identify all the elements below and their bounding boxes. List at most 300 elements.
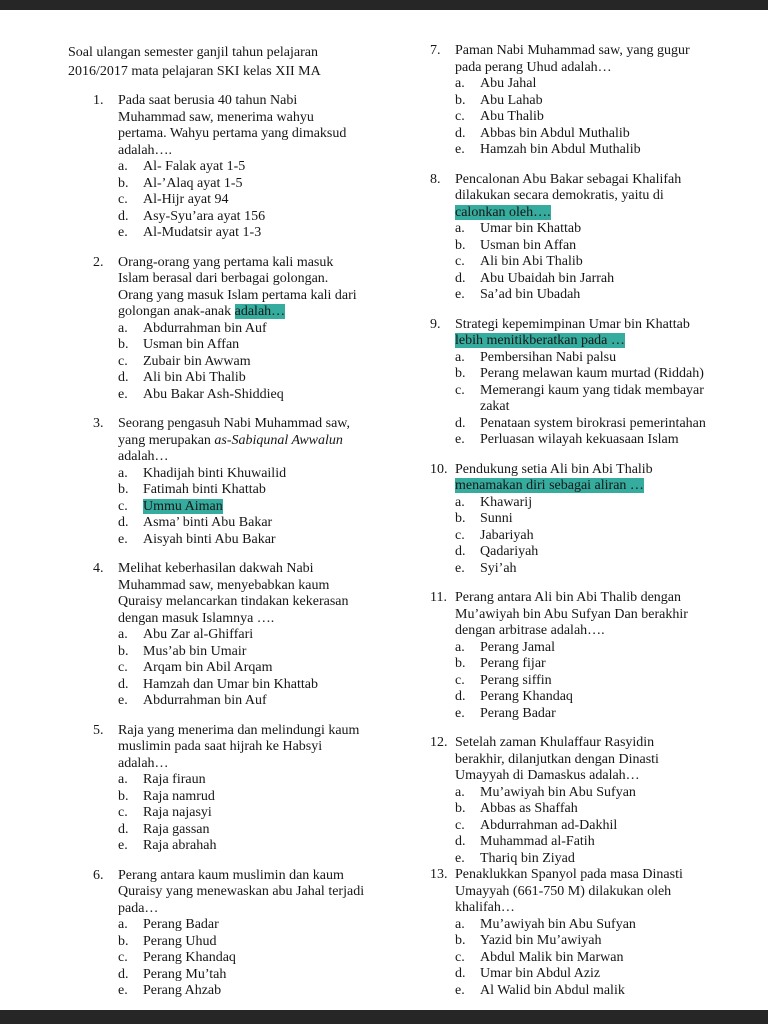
text-run: Perang Mu’tah	[143, 966, 227, 982]
option-label: b.	[118, 643, 129, 659]
questions-left	[68, 93, 404, 1000]
option-text	[143, 192, 404, 209]
text-run: Abu Jahal	[480, 76, 537, 91]
option-a	[118, 321, 404, 338]
text-run: Raja yang menerima dan melindungi kaum muslimin pada saat hijrah ke Habsyi adalah…	[118, 722, 360, 771]
option-a	[455, 495, 744, 512]
option-a	[455, 350, 744, 367]
option-text	[143, 532, 404, 549]
option-label: e.	[118, 225, 128, 240]
option-label: b.	[455, 656, 466, 671]
option-text	[480, 689, 744, 706]
text-run: Perluasan wilayah kekuasaan Islam	[480, 432, 679, 447]
text-run: Setelah zaman Khulaffaur Rasyidin berakhir, dilanjutkan dengan Dinasti Umayyah di Damaskus adalah…	[455, 735, 659, 783]
option-label: a.	[455, 76, 465, 91]
option-label: d.	[118, 676, 129, 692]
option-d	[455, 271, 744, 288]
text-run: Perang melawan kaum murtad (Riddah)	[480, 366, 704, 381]
question-body	[118, 93, 404, 242]
option-e	[455, 706, 744, 723]
text-run: Perang Badar	[143, 917, 219, 932]
option-text	[143, 482, 404, 499]
option-d	[455, 416, 744, 433]
option-d	[118, 822, 404, 839]
option-text	[480, 142, 744, 159]
option-text	[480, 254, 744, 271]
option-label: b.	[118, 788, 129, 804]
option-text	[480, 933, 744, 950]
question-text	[455, 735, 744, 785]
option-label: d.	[118, 370, 129, 385]
option-text	[480, 126, 744, 143]
option-label: e.	[455, 850, 465, 866]
option-a	[118, 159, 404, 176]
question-body	[455, 172, 744, 304]
option-d	[118, 370, 404, 387]
option-label: a.	[455, 639, 465, 655]
option-label: e.	[455, 432, 465, 447]
option-e	[118, 387, 404, 404]
option-e	[118, 532, 404, 549]
question-12	[430, 735, 744, 867]
option-text	[480, 706, 744, 723]
option-label: b.	[455, 237, 466, 253]
text-run: Abu Ubaidah bin Jarrah	[480, 270, 615, 286]
question-11	[430, 590, 744, 722]
option-a	[455, 785, 744, 802]
option-text	[143, 225, 404, 242]
option-text	[143, 934, 404, 951]
option-a	[455, 76, 744, 93]
option-e	[455, 851, 744, 868]
option-a	[118, 917, 404, 934]
option-d	[455, 126, 744, 143]
question-text	[455, 462, 744, 495]
document-title-line1: Soal ulangan semester ganjil tahun pelajaran	[68, 45, 318, 60]
option-c	[455, 673, 744, 690]
option-label: d.	[118, 966, 129, 982]
question-13	[430, 867, 744, 999]
document-page	[0, 10, 768, 1010]
option-label: e.	[455, 560, 465, 576]
text-run: Mu’awiyah bin Abu Sufyan	[480, 784, 636, 800]
question-1	[68, 93, 404, 242]
highlighted-text: Ummu Aiman	[143, 498, 223, 514]
question-body	[118, 255, 404, 404]
option-b	[455, 801, 744, 818]
option-e	[455, 983, 744, 1000]
option-label: d.	[118, 821, 129, 837]
option-label: a.	[455, 916, 465, 932]
question-number: 3.	[93, 416, 104, 431]
option-label: b.	[118, 337, 129, 352]
option-text	[480, 221, 744, 238]
text-run: Al-’Alaq ayat 1-5	[143, 175, 243, 191]
question-body	[455, 735, 744, 867]
question-number: 7.	[430, 43, 441, 58]
option-b	[118, 789, 404, 806]
option-a	[455, 917, 744, 934]
option-text	[480, 544, 744, 561]
highlighted-text: calonkan oleh….	[455, 204, 551, 220]
option-text	[143, 354, 404, 371]
question-body	[118, 561, 404, 710]
left-column	[68, 43, 404, 1010]
text-run: Asy-Syu’ara ayat 156	[143, 208, 266, 224]
question-5	[68, 723, 404, 855]
text-run: Pendukung setia Ali bin Abi Thalib	[455, 461, 653, 477]
question-text	[455, 43, 744, 76]
option-label: e.	[455, 705, 465, 721]
question-body	[455, 462, 744, 578]
option-label: c.	[118, 498, 128, 514]
question-number: 1.	[93, 93, 104, 108]
question-4	[68, 561, 404, 710]
option-text	[480, 834, 744, 851]
option-c	[455, 383, 744, 416]
question-body	[118, 868, 404, 1000]
text-run: Al- Falak ayat 1-5	[143, 159, 246, 174]
option-b	[455, 366, 744, 383]
option-label: d.	[455, 689, 466, 704]
question-body	[455, 590, 744, 722]
text-run: Abdurrahman bin Auf	[143, 693, 267, 708]
text-run: Raja abrahah	[143, 838, 217, 853]
option-text	[143, 644, 404, 661]
text-run: Perang Uhud	[143, 933, 217, 949]
highlighted-text: lebih menitikberatkan pada …	[455, 333, 625, 348]
option-d	[455, 689, 744, 706]
option-label: a.	[118, 772, 128, 787]
text-run: Abbas as Shaffah	[480, 801, 578, 816]
questions-right	[430, 43, 744, 999]
text-run: Abdurrahman bin Auf	[143, 320, 267, 336]
text-run: Penaklukkan Spanyol pada masa Dinasti Umayyah (661-750 M) dilakukan oleh khalifah…	[455, 867, 683, 915]
text-run: Umar bin Khattab	[480, 221, 582, 236]
text-run: Qadariyah	[480, 544, 539, 559]
text-run: Pembersihan Nabi palsu	[480, 349, 617, 365]
text-run: Memerangi kaum yang tidak membayar zakat	[480, 382, 704, 414]
option-label: b.	[455, 92, 466, 108]
option-text	[143, 627, 404, 644]
option-label: c.	[118, 805, 128, 820]
option-label: c.	[455, 949, 465, 965]
option-text	[143, 660, 404, 677]
question-6	[68, 868, 404, 1000]
option-c	[455, 528, 744, 545]
option-label: a.	[455, 494, 465, 510]
text-run: Penataan system birokrasi pemerintahan	[480, 415, 706, 431]
option-text	[480, 950, 744, 967]
option-label: d.	[118, 208, 129, 224]
text-run: Al Walid bin Abdul malik	[480, 982, 625, 998]
text-run: Usman bin Affan	[143, 337, 240, 352]
option-a	[118, 772, 404, 789]
option-c	[455, 818, 744, 835]
question-text	[455, 317, 744, 350]
text-run: Khawarij	[480, 494, 533, 510]
option-text	[480, 495, 744, 512]
option-text	[480, 76, 744, 93]
option-text	[480, 109, 744, 126]
option-d	[455, 834, 744, 851]
option-e	[118, 983, 404, 1000]
option-label: d.	[118, 515, 129, 530]
option-text	[480, 785, 744, 802]
option-label: d.	[455, 270, 466, 286]
text-run: Jabariyah	[480, 527, 534, 543]
option-text	[480, 851, 744, 868]
question-number: 6.	[93, 867, 104, 883]
text-run: Perang Khandaq	[143, 950, 236, 965]
text-run: Perang Jamal	[480, 639, 556, 655]
option-label: c.	[118, 660, 128, 675]
text-run: Muhammad al-Fatih	[480, 834, 595, 849]
option-text	[143, 917, 404, 934]
option-label: a.	[118, 917, 128, 932]
text-run: Hamzah bin Abdul Muthalib	[480, 142, 641, 157]
option-text	[480, 416, 744, 433]
option-label: c.	[118, 950, 128, 965]
option-text	[480, 561, 744, 578]
text-run: Yazid bin Mu’awiyah	[480, 933, 602, 948]
option-a	[118, 466, 404, 483]
option-label: b.	[118, 482, 129, 497]
option-text	[143, 515, 404, 532]
option-a	[118, 627, 404, 644]
option-text	[143, 950, 404, 967]
option-e	[455, 432, 744, 449]
option-e	[118, 838, 404, 855]
question-number: 10.	[430, 461, 448, 477]
option-text	[143, 789, 404, 806]
question-number: 12.	[430, 735, 448, 750]
text-run: Umar bin Abdul Aziz	[480, 966, 601, 981]
option-c	[118, 499, 404, 516]
option-label: d.	[455, 966, 466, 981]
text-run: Raja najasyi	[143, 805, 212, 820]
option-label: c.	[455, 382, 465, 398]
question-body	[455, 317, 744, 449]
option-d	[455, 544, 744, 561]
text-run: Abu Thalib	[480, 109, 544, 124]
option-label: c.	[455, 527, 465, 543]
option-text	[480, 271, 744, 288]
option-d	[118, 677, 404, 694]
option-label: e.	[455, 982, 465, 998]
option-label: b.	[118, 175, 129, 191]
text-run: Abdul Malik bin Marwan	[480, 949, 624, 965]
option-a	[455, 640, 744, 657]
option-text	[480, 366, 744, 383]
option-label: d.	[455, 125, 466, 141]
option-label: e.	[455, 287, 465, 302]
option-text	[480, 511, 744, 528]
text-run: Perang Badar	[480, 705, 556, 721]
option-d	[118, 967, 404, 984]
text-run: Hamzah dan Umar bin Khattab	[143, 676, 318, 692]
text-run: Asma’ binti Abu Bakar	[143, 515, 273, 530]
option-label: e.	[455, 142, 465, 157]
option-label: a.	[455, 784, 465, 800]
question-number: 13.	[430, 867, 448, 882]
option-b	[118, 176, 404, 193]
option-text	[143, 677, 404, 694]
option-d	[118, 515, 404, 532]
option-label: d.	[455, 544, 466, 559]
text-run: Arqam bin Abil Arqam	[143, 660, 273, 675]
text-run: Raja namrud	[143, 788, 215, 804]
highlighted-text: menamakan diri sebagai aliran …	[455, 478, 644, 493]
option-d	[118, 209, 404, 226]
text-run: Perang antara Ali bin Abi Thalib dengan Mu’awiyah bin Abu Sufyan Dan berakhir dengan arbitrase adalah….	[455, 590, 688, 638]
question-text	[455, 867, 744, 917]
text-run: Mu’awiyah bin Abu Sufyan	[480, 916, 636, 932]
document-title-line2: 2016/2017 mata pelajaran SKI kelas XII MA	[68, 64, 321, 79]
option-b	[455, 238, 744, 255]
question-number: 8.	[430, 171, 441, 187]
text-run: Paman Nabi Muhammad saw, yang gugur pada perang Uhud adalah…	[455, 43, 690, 75]
option-text	[143, 159, 404, 176]
question-number: 5.	[93, 722, 104, 738]
right-column	[430, 43, 744, 1010]
option-b	[118, 934, 404, 951]
option-text	[143, 693, 404, 710]
option-label: c.	[455, 254, 465, 269]
option-label: a.	[118, 320, 128, 336]
text-run: Abu Bakar Ash-Shiddieq	[143, 386, 284, 402]
question-number: 4.	[93, 561, 104, 576]
option-text	[143, 209, 404, 226]
option-text	[143, 337, 404, 354]
option-label: b.	[118, 933, 129, 949]
option-text	[480, 350, 744, 367]
option-c	[118, 950, 404, 967]
option-text	[143, 176, 404, 193]
question-body	[455, 43, 744, 159]
option-b	[455, 933, 744, 950]
text-run: Mus’ab bin Umair	[143, 643, 247, 659]
text-run: Usman bin Affan	[480, 237, 577, 253]
option-e	[118, 693, 404, 710]
text-run: Seorang pengasuh Nabi Muhammad saw, yang merupakan	[118, 416, 350, 448]
option-c	[118, 192, 404, 209]
text-run: adalah…	[118, 449, 169, 464]
italic-text: as-Sabiqunal Awwalun	[214, 432, 343, 448]
option-e	[455, 287, 744, 304]
text-run: Abu Zar al-Ghiffari	[143, 627, 254, 642]
option-text	[480, 818, 744, 835]
option-text	[480, 93, 744, 110]
document-title	[68, 43, 404, 81]
option-d	[455, 966, 744, 983]
option-b	[455, 656, 744, 673]
option-text	[480, 287, 744, 304]
text-run: Raja firaun	[143, 772, 206, 787]
option-label: a.	[455, 221, 465, 236]
option-text	[143, 370, 404, 387]
option-c	[455, 254, 744, 271]
option-text	[480, 983, 744, 1000]
option-label: c.	[455, 672, 465, 688]
option-e	[118, 225, 404, 242]
text-run: Pencalonan Abu Bakar sebagai Khalifah dilakukan secara demokratis, yaitu di	[455, 171, 682, 203]
option-label: b.	[455, 933, 466, 948]
text-run: Strategi kepemimpinan Umar bin Khattab	[455, 316, 690, 332]
text-run: Al-Hijr ayat 94	[143, 192, 229, 207]
option-text	[480, 640, 744, 657]
option-label: c.	[455, 109, 465, 124]
text-run: Abdurrahman ad-Dakhil	[480, 817, 618, 833]
option-label: e.	[118, 693, 128, 708]
question-body	[118, 416, 404, 548]
option-text	[480, 673, 744, 690]
text-run: Fatimah binti Khattab	[143, 482, 266, 497]
question-text	[118, 561, 404, 627]
option-c	[118, 805, 404, 822]
text-run: Zubair bin Awwam	[143, 353, 251, 369]
option-text	[143, 983, 404, 1000]
question-3	[68, 416, 404, 548]
question-text	[118, 723, 404, 773]
text-run: Thariq bin Ziyad	[480, 850, 575, 866]
option-text	[480, 383, 744, 416]
option-text	[480, 801, 744, 818]
text-run: Sa’ad bin Ubadah	[480, 287, 581, 302]
question-body	[118, 723, 404, 855]
question-2	[68, 255, 404, 404]
option-label: c.	[455, 817, 465, 833]
option-a	[455, 221, 744, 238]
option-text	[143, 387, 404, 404]
text-run: Sunni	[480, 511, 513, 526]
option-text	[480, 966, 744, 983]
option-text	[143, 466, 404, 483]
option-label: a.	[118, 465, 128, 481]
option-text	[143, 967, 404, 984]
option-text	[143, 838, 404, 855]
option-c	[455, 950, 744, 967]
option-label: e.	[118, 531, 128, 547]
option-label: e.	[118, 838, 128, 853]
question-8	[430, 172, 744, 304]
text-run: Melihat keberhasilan dakwah Nabi Muhammad saw, menyebabkan kaum Quraisy melancarkan tindakan kekerasan dengan masuk Islamnya ….	[118, 561, 349, 626]
question-text	[118, 255, 404, 321]
text-run: Perang antara kaum muslimin dan kaum Quraisy yang menewaskan abu Jahal terjadi pada…	[118, 867, 365, 916]
option-label: c.	[118, 353, 128, 369]
question-7	[430, 43, 744, 159]
option-b	[118, 644, 404, 661]
option-label: c.	[118, 192, 128, 207]
option-label: e.	[118, 386, 128, 402]
text-run: Aisyah binti Abu Bakar	[143, 531, 276, 547]
question-text	[455, 590, 744, 640]
question-body	[455, 867, 744, 999]
text-run: Perang Khandaq	[480, 689, 573, 704]
text-run: Pada saat berusia 40 tahun Nabi Muhammad saw, menerima wahyu pertama. Wahyu pertama yang dimaksud adalah….	[118, 93, 347, 158]
question-text	[118, 416, 404, 466]
highlighted-text: adalah…	[234, 304, 286, 319]
question-number: 11.	[430, 590, 447, 605]
option-text	[143, 321, 404, 338]
option-text	[480, 528, 744, 545]
text-run: Ali bin Abi Thalib	[143, 370, 246, 385]
option-label: b.	[455, 511, 466, 526]
text-run: Syi’ah	[480, 560, 517, 576]
text-run: Orang-orang yang pertama kali masuk Islam berasal dari berbagai golongan. Orang yang masuk Islam pertama kali dari golongan anak-anak	[118, 254, 357, 319]
option-label: e.	[118, 983, 128, 998]
option-b	[455, 93, 744, 110]
